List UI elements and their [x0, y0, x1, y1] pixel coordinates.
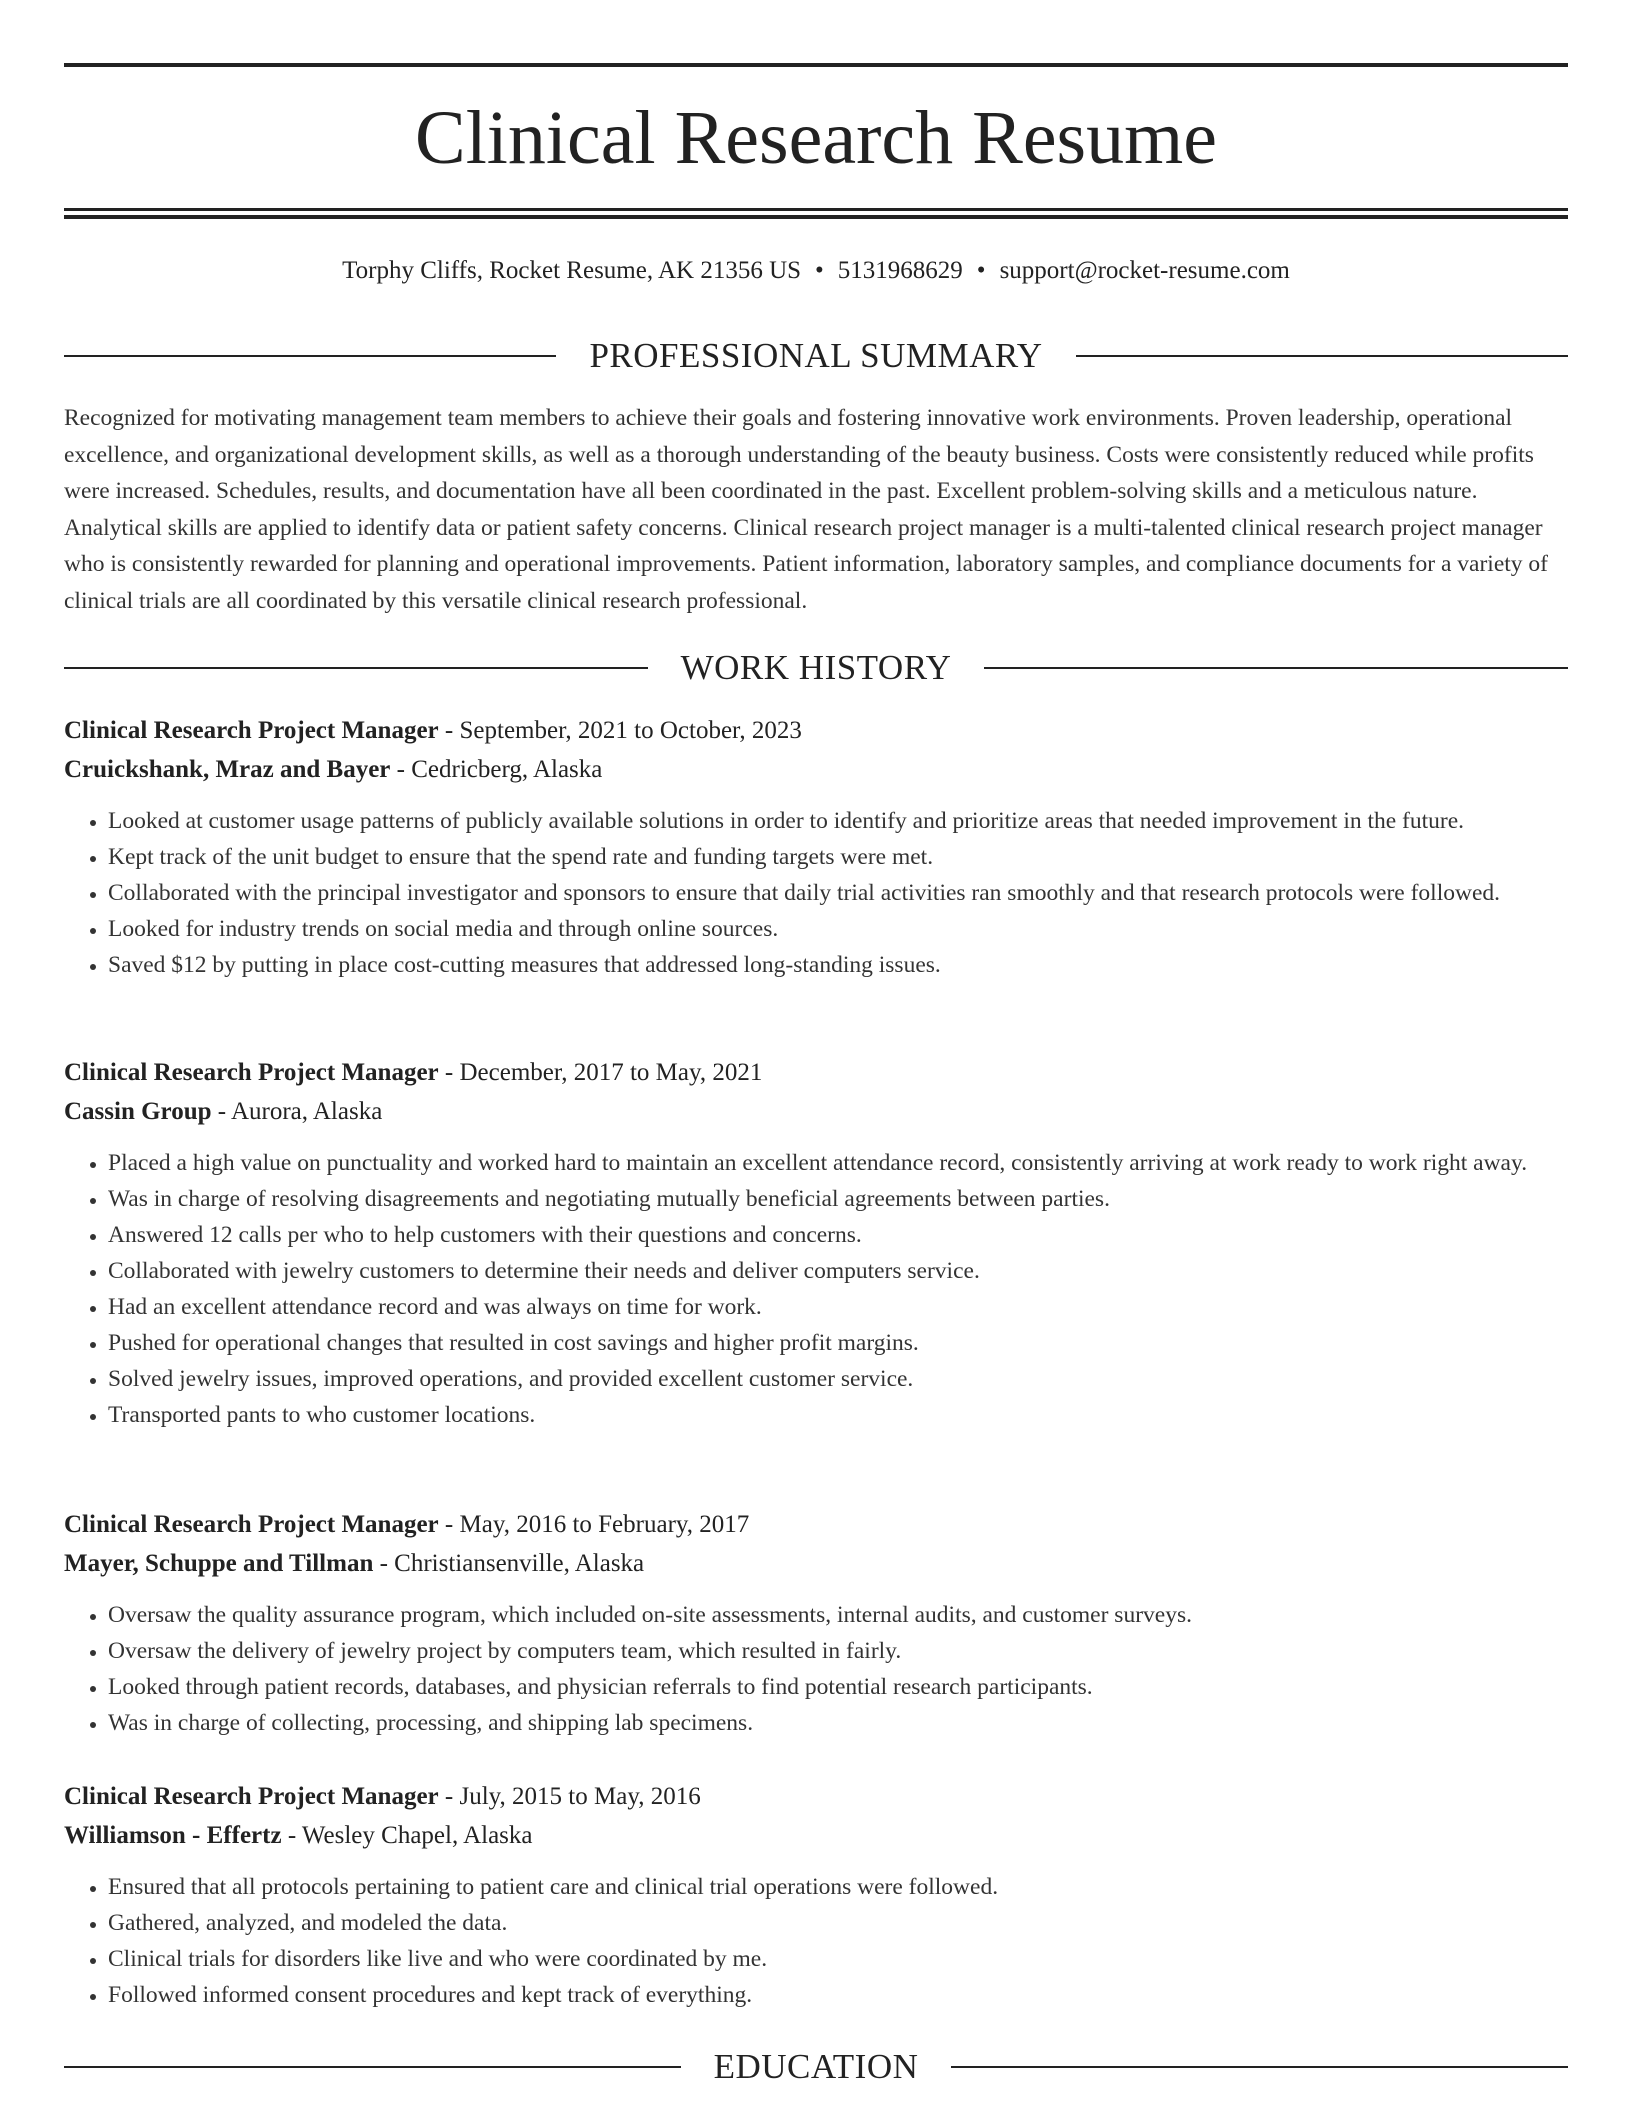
heading-rule-right [951, 2066, 1568, 2068]
heading-rule-left [64, 2066, 681, 2068]
contact-line [64, 254, 1568, 288]
job-title-line [64, 1777, 1568, 1816]
job-bullet: • Was in charge of collecting, processing, and shipping lab specimens. [108, 1705, 1568, 1741]
job-bullet: • Kept track of the unit budget to ensure that the spend rate and funding targets were met. [108, 839, 1568, 875]
job-location: - Aurora, Alaska [211, 1098, 383, 1125]
contact-separator: • [976, 257, 986, 284]
summary-heading [64, 334, 1568, 378]
page-title: Clinical Research Resume [415, 96, 1217, 180]
summary-text: Recognized for motivating management team members to achieve their goals and fostering innovative work environments. Proven leadership, operational excellence, and organizational development skills, as well as a thorough understanding of the beauty business. Costs were consistently reduced while profits were increased. Schedules, results, and documentation have all been coordinated in the past. Excellent problem-solving skills and a meticulous nature. Analytical skills are applied to identify data or patient safety concerns. Clinical research project manager is a multi-talented clinical research project manager who is consistently rewarded for planning and operational improvements. Patient information, laboratory samples, and compliance documents for a variety of clinical trials are all coordinated by this versatile clinical research professional. [64, 405, 1548, 614]
job-dates: - December, 2017 to May, 2021 [438, 1059, 763, 1086]
job-title: Clinical Research Project Manager [64, 1783, 439, 1810]
job-bullet: • Answered 12 calls per who to help customers with their questions and concerns. [108, 1217, 1568, 1253]
contact-email: support@rocket-resume.com [999, 257, 1290, 284]
job-company-line [64, 1092, 1568, 1131]
contact-separator: • [815, 257, 824, 284]
job-bullet: • Looked for industry trends on social media and through online sources. [108, 911, 1568, 947]
job-bullet: • Ensured that all protocols pertaining to patient care and clinical trial operations were followed. [108, 1869, 1568, 1905]
job-title: Clinical Research Project Manager [64, 717, 439, 744]
job-bullet: • Saved $12 by putting in place cost-cutting measures that addressed long-standing issues. [108, 947, 1568, 983]
job-company: Mayer, Schuppe and Tillman [64, 1550, 374, 1577]
job-bullet: • Placed a high value on punctuality and worked hard to maintain an excellent attendance record, consistently arriving at work ready to work right away. [108, 1145, 1568, 1181]
job-bullet: • Looked through patient records, databases, and physician referrals to find potential research participants. [108, 1669, 1568, 1705]
job-location: - Cedricberg, Alaska [390, 756, 603, 783]
job-company-line [64, 1544, 1568, 1583]
job-dates: - July, 2015 to May, 2016 [438, 1783, 701, 1810]
job-entry [64, 711, 1568, 983]
education-heading [64, 2045, 1568, 2089]
title-rule-lower [64, 215, 1568, 219]
job-bullets [64, 1869, 1568, 2013]
job-company: Cassin Group [64, 1098, 212, 1125]
job-bullet: • Collaborated with jewelry customers to determine their needs and deliver computers service. [108, 1253, 1568, 1289]
job-dates: - September, 2021 to October, 2023 [438, 717, 802, 744]
work-history-heading [64, 646, 1568, 690]
job-bullets [64, 803, 1568, 983]
job-entry [64, 1777, 1568, 2013]
job-bullet: • Collaborated with the principal investigator and sponsors to ensure that daily trial activities ran smoothly and that research protocols were followed. [108, 875, 1568, 911]
work-history-heading-label: WORK HISTORY [680, 648, 952, 687]
contact-address: Torphy Cliffs, Rocket Resume, AK 21356 US [342, 257, 802, 284]
job-company-line [64, 750, 1568, 789]
job-entry [64, 1053, 1568, 1433]
contact-phone: 5131968629 [837, 257, 963, 284]
job-bullet: • Pushed for operational changes that resulted in cost savings and higher profit margins. [108, 1325, 1568, 1361]
job-title: Clinical Research Project Manager [64, 1059, 439, 1086]
job-bullet: • Was in charge of resolving disagreements and negotiating mutually beneficial agreements between parties. [108, 1181, 1568, 1217]
job-location: - Christiansenville, Alaska [373, 1550, 645, 1577]
summary-heading-label: PROFESSIONAL SUMMARY [589, 336, 1043, 375]
job-bullet: • Gathered, analyzed, and modeled the data. [108, 1905, 1568, 1941]
job-bullet: • Oversaw the delivery of jewelry project by computers team, which resulted in fairly. [108, 1633, 1568, 1669]
job-location: - Wesley Chapel, Alaska [281, 1822, 533, 1849]
heading-rule-right [1076, 355, 1568, 357]
job-bullet: • Clinical trials for disorders like live and who were coordinated by me. [108, 1941, 1568, 1977]
education-heading-label: EDUCATION [713, 2047, 919, 2086]
job-entry [64, 1505, 1568, 1741]
job-bullet: • Had an excellent attendance record and was always on time for work. [108, 1289, 1568, 1325]
heading-rule-right [984, 667, 1568, 669]
job-company: Williamson - Effertz [64, 1822, 282, 1849]
job-bullet: • Solved jewelry issues, improved operations, and provided excellent customer service. [108, 1361, 1568, 1397]
job-company: Cruickshank, Mraz and Bayer [64, 756, 391, 783]
job-bullet: • Oversaw the quality assurance program, which included on-site assessments, internal audits, and customer surveys. [108, 1597, 1568, 1633]
job-title-line [64, 711, 1568, 750]
top-rule [64, 63, 1568, 67]
job-dates: - May, 2016 to February, 2017 [438, 1511, 750, 1538]
job-bullets [64, 1597, 1568, 1741]
job-bullet: • Transported pants to who customer locations. [108, 1397, 1568, 1433]
job-bullets [64, 1145, 1568, 1433]
job-bullet: • Looked at customer usage patterns of publicly available solutions in order to identify and prioritize areas that needed improvement in the future. [108, 803, 1568, 839]
job-bullet: • Followed informed consent procedures and kept track of everything. [108, 1977, 1568, 2013]
job-title: Clinical Research Project Manager [64, 1511, 439, 1538]
job-title-line [64, 1053, 1568, 1092]
heading-rule-left [64, 667, 648, 669]
title-rule-upper [64, 208, 1568, 211]
job-title-line [64, 1505, 1568, 1544]
heading-rule-left [64, 355, 556, 357]
job-company-line [64, 1816, 1568, 1855]
